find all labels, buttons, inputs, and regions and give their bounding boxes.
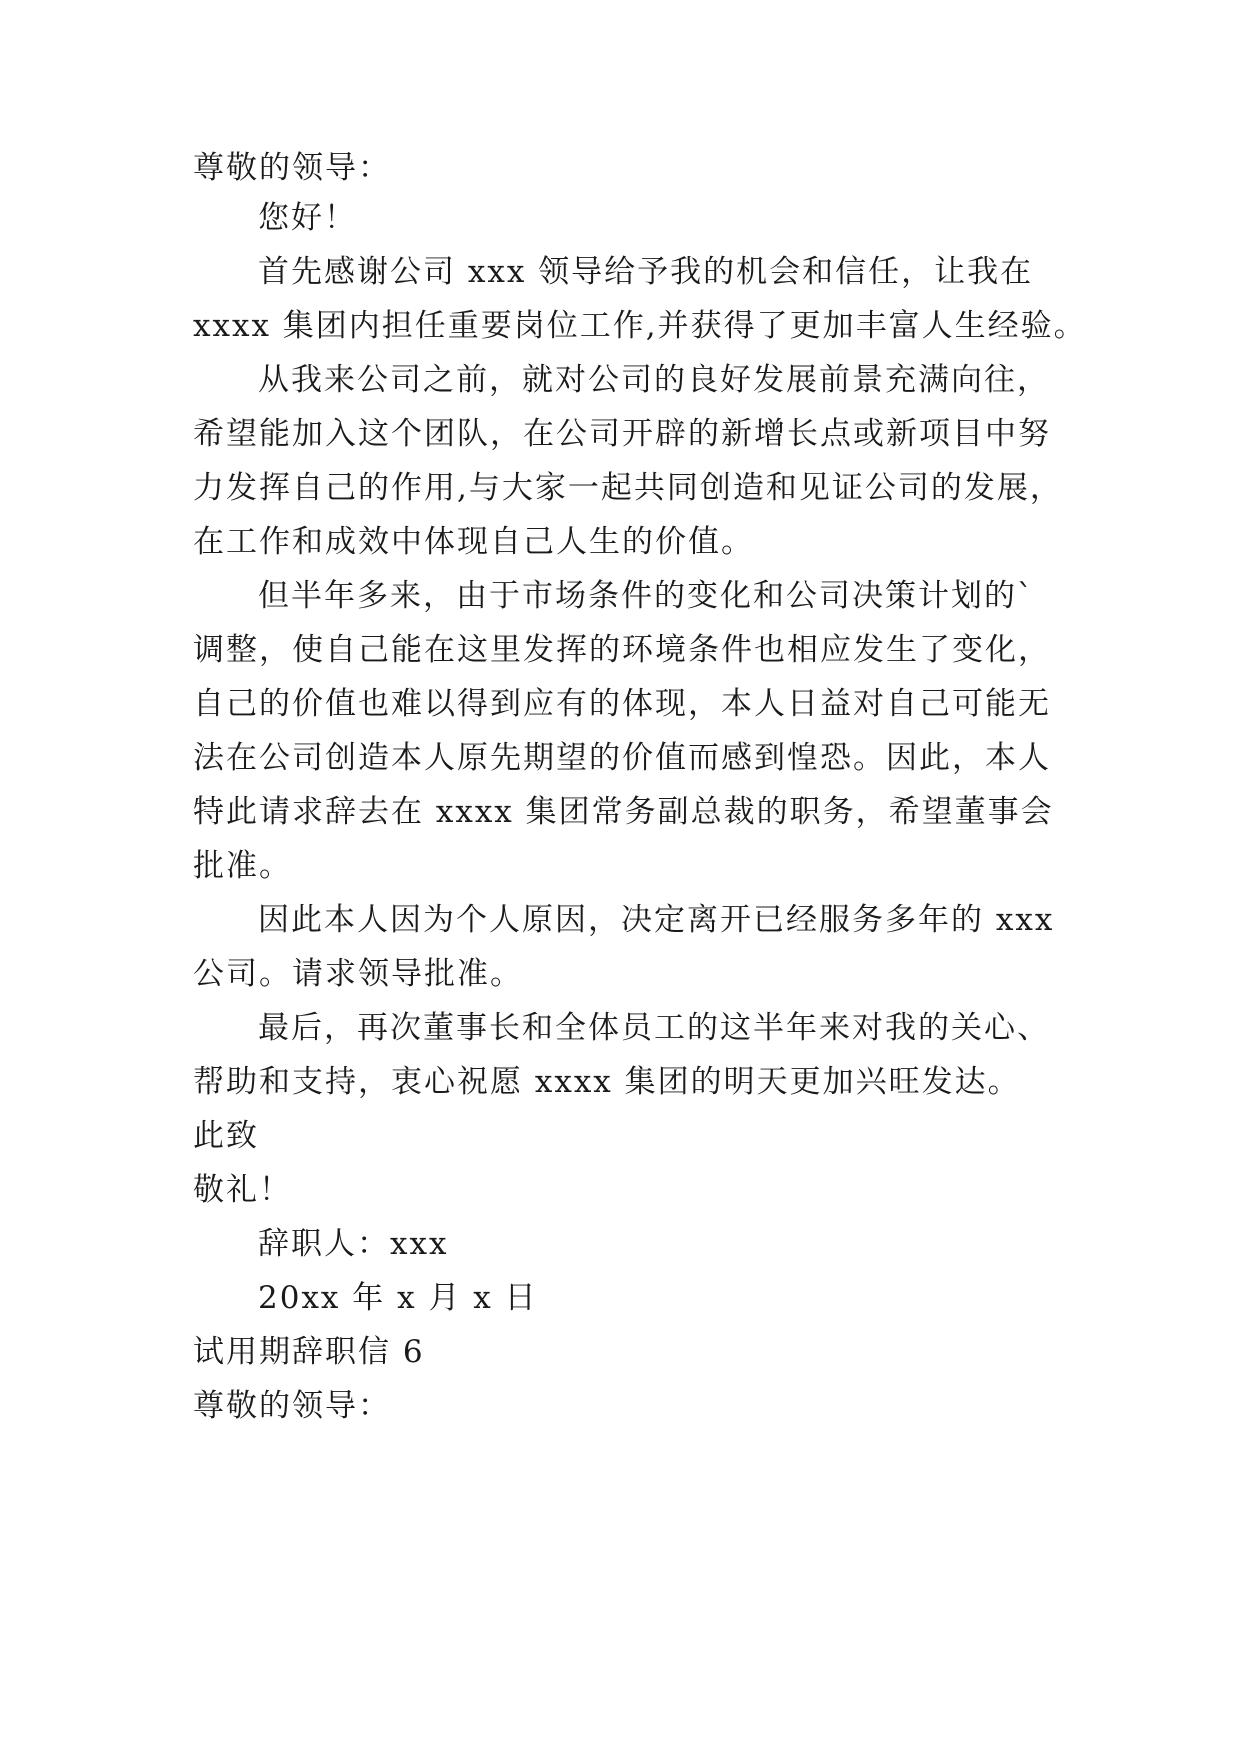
paragraph-line: 希望能加入这个团队，在公司开辟的新增长点或新项目中努 [193, 416, 1051, 452]
date-line: 20xx 年 x 月 x 日 [258, 1280, 538, 1316]
paragraph-line: 帮助和支持，衷心祝愿 xxxx 集团的明天更加兴旺发达。 [193, 1064, 1021, 1100]
closing-line: 敬礼！ [193, 1172, 292, 1208]
paragraph-line: 自己的价值也难以得到应有的体现，本人日益对自己可能无 [193, 686, 1051, 722]
paragraph-line: 首先感谢公司 xxx 领导给予我的机会和信任，让我在 [258, 254, 1034, 290]
greeting: 您好！ [258, 200, 357, 236]
paragraph-line: xxxx 集团内担任重要岗位工作,并获得了更加丰富人生经验。 [193, 308, 1087, 344]
paragraph-line: 在工作和成效中体现自己人生的价值。 [193, 524, 754, 560]
section-title: 试用期辞职信 6 [193, 1334, 425, 1370]
salutation: 尊敬的领导： [193, 1388, 391, 1424]
paragraph-line: 法在公司创造本人原先期望的价值而感到惶恐。因此，本人 [193, 740, 1051, 776]
paragraph-line: 从我来公司之前，就对公司的良好发展前景充满向往， [258, 362, 1050, 398]
salutation: 尊敬的领导： [193, 150, 391, 186]
paragraph-line: 最后，再次董事长和全体员工的这半年来对我的关心、 [258, 1010, 1050, 1046]
paragraph-line: 力发挥自己的作用,与大家一起共同创造和见证公司的发展， [193, 470, 1063, 506]
signer-line: 辞职人：xxx [258, 1226, 449, 1262]
closing-line: 此致 [193, 1118, 259, 1154]
paragraph-line: 公司。请求领导批准。 [193, 956, 523, 992]
paragraph-line: 特此请求辞去在 xxxx 集团常务副总裁的职务，希望董事会 [193, 794, 1054, 830]
paragraph-line: 调整，使自己能在这里发挥的环境条件也相应发生了变化， [193, 632, 1051, 668]
paragraph-line: 但半年多来，由于市场条件的变化和公司决策计划的` [258, 578, 1035, 614]
paragraph-line: 因此本人因为个人原因，决定离开已经服务多年的 xxx [258, 902, 1055, 938]
paragraph-line: 批准。 [193, 848, 292, 884]
